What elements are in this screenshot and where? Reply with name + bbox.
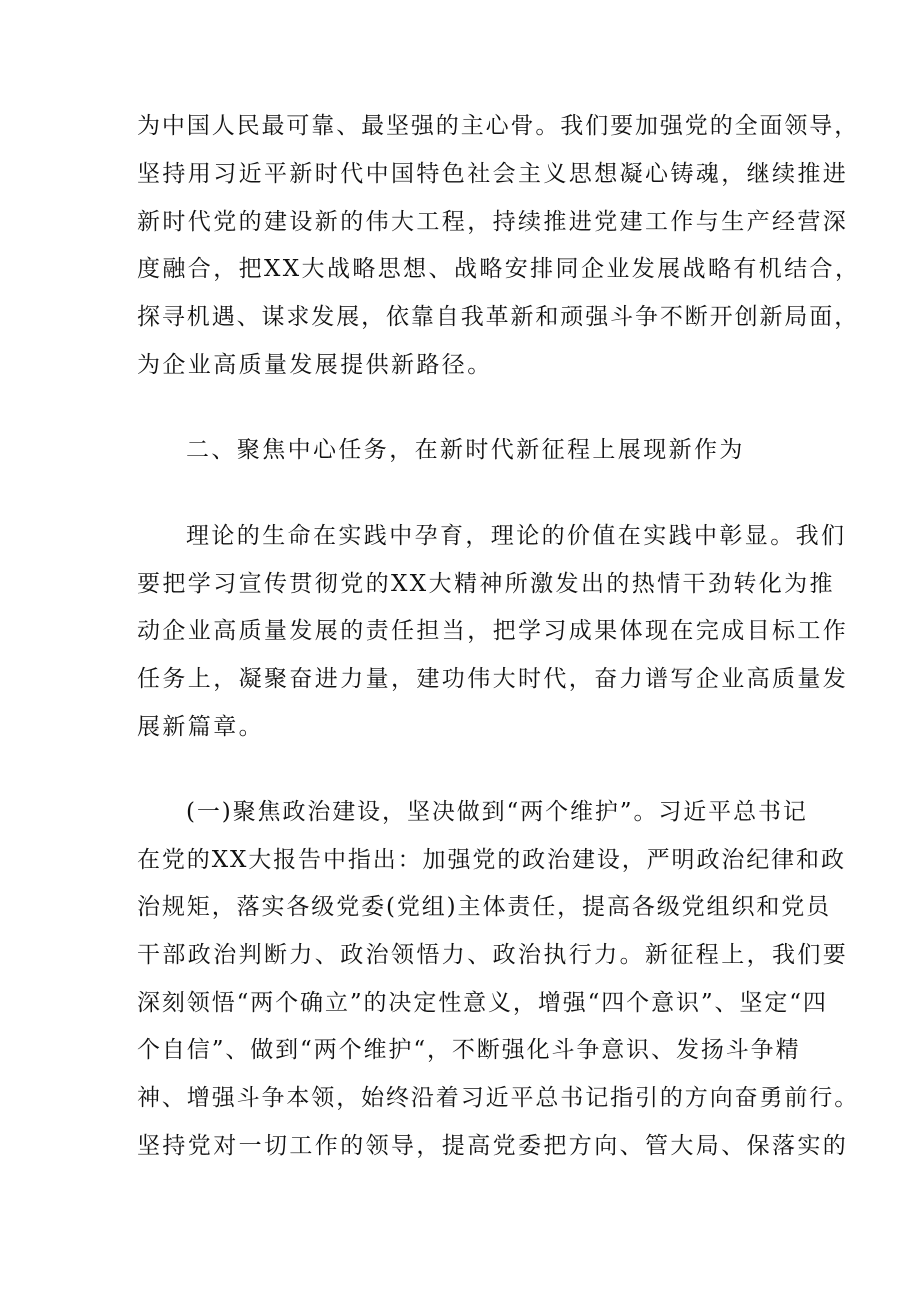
text-line: 探寻机遇、谋求发展，依靠自我革新和顽强斗争不断开创新局面， (137, 304, 860, 330)
text-line: 任务上，凝聚奋进力量，建功伟大时代，奋力谱写企业高质量发 (137, 666, 849, 692)
text-line: 神、增强斗争本领，始终沿着习近平总书记指引的方向奋勇前行。 (137, 1085, 860, 1111)
text-line: 度融合，把XX大战略思想、战略安排同企业发展战略有机结合， (137, 256, 861, 282)
text-line: 动企业高质量发展的责任担当，把学习成果体现在完成目标工作 (137, 618, 849, 644)
text-line: 新时代党的建设新的伟大工程，持续推进党建工作与生产经营深 (137, 209, 849, 235)
text-line: 深刻领悟“两个确立”的决定性意义，增强“四个意识”、坚定“四 (137, 990, 828, 1016)
text-line: 展新篇章。 (137, 714, 264, 740)
text-line: 要把学习宣传贯彻党的XX大精神所激发出的热情干劲转化为推 (137, 571, 835, 597)
text-line: 理论的生命在实践中孕育，理论的价值在实践中彰显。我们 (186, 523, 847, 549)
text-line: 为企业高质量发展提供新路径。 (137, 352, 493, 378)
text-line: (一)聚焦政治建设，坚决做到“两个维护”。习近平总书记 (186, 799, 808, 825)
text-line: 坚持党对一切工作的领导，提高党委把方向、管大局、保落实的 (137, 1133, 849, 1159)
text-line: 治规矩，落实各级党委(党组)主体责任，提高各级党组织和党员 (137, 894, 832, 920)
section-heading: 二、聚焦中心任务，在新时代新征程上展现新作为 (186, 437, 745, 463)
text-line: 在党的XX大报告中指出：加强党的政治建设，严明政治纪律和政 (137, 847, 846, 873)
text-line: 个自信”、做到“两个维护“，不断强化斗争意识、发扬斗争精 (137, 1037, 801, 1063)
text-line: 干部政治判断力、政治领悟力、政治执行力。新征程上，我们要 (137, 942, 849, 968)
text-line: 为中国人民最可靠、最坚强的主心骨。我们要加强党的全面领导， (137, 113, 860, 139)
text-line: 坚持用习近平新时代中国特色社会主义思想凝心铸魂，继续推进 (137, 161, 849, 187)
